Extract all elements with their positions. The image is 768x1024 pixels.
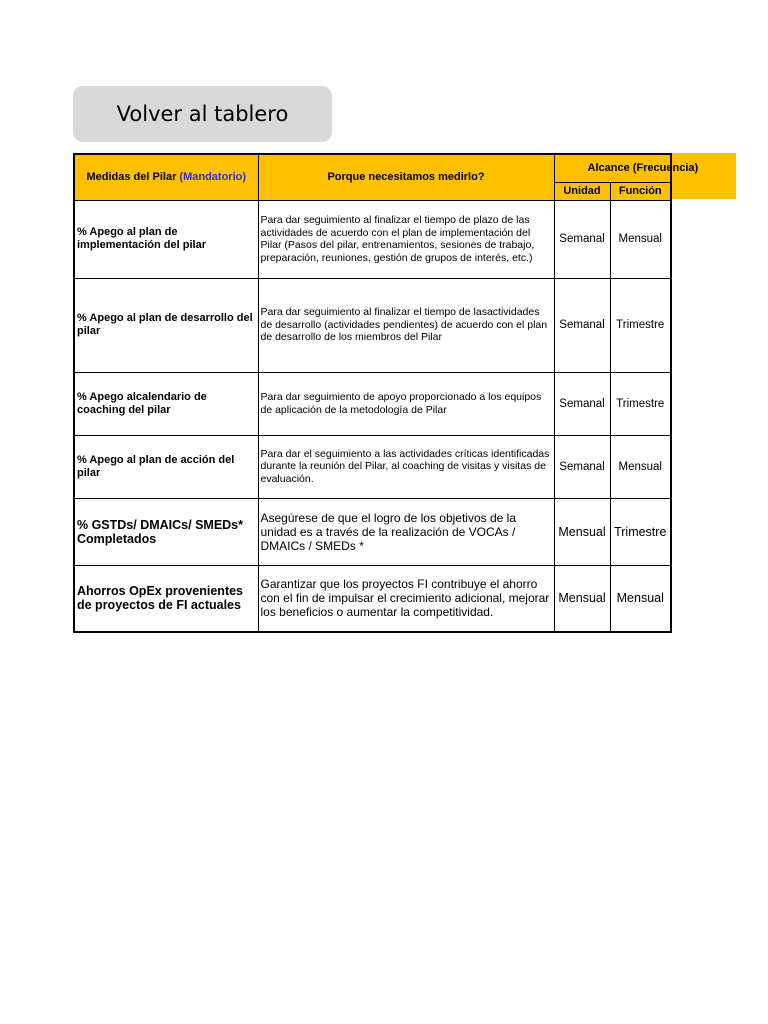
reason-cell: Asegúrese de que el logro de los objetivos de la unidad es a través de la realización de VOCAs / DMAICs / SMEDs * — [258, 498, 554, 565]
table-row — [74, 565, 671, 632]
table-row — [74, 278, 671, 372]
unidad-cell: Semanal — [554, 278, 610, 372]
header-alcance: Alcance (Frecuencia) — [554, 154, 671, 182]
reason-cell: Para dar seguimiento de apoyo proporcionado a los equipos de aplicación de la metodología de Pilar — [258, 372, 554, 435]
header-porque: Porque necesitamos medirlo? — [258, 154, 554, 200]
funcion-cell: Trimestre — [610, 372, 671, 435]
reason-cell: Para dar seguimiento al finalizar el tiempo de plazo de las actividades de acuerdo con el plan de implementación del Pilar (Pasos del pilar, entrenamientos, sesiones de trabajo, preparación, reuniones, gestión de grupos de interés, etc.) — [258, 200, 554, 278]
reason-cell: Para dar el seguimiento a las actividades críticas identificadas durante la reunión del Pilar, al coaching de visitas y visitas de evaluación. — [258, 435, 554, 498]
funcion-cell: Mensual — [610, 565, 671, 632]
unidad-cell: Semanal — [554, 200, 610, 278]
measure-cell: % GSTDs/ DMAICs/ SMEDs* Completados — [74, 498, 258, 565]
funcion-cell: Mensual — [610, 435, 671, 498]
measure-cell: % Apego al plan de desarrollo del pilar — [74, 278, 258, 372]
unidad-cell: Semanal — [554, 435, 610, 498]
measure-cell: % Apego al plan de acción del pilar — [74, 435, 258, 498]
header-medidas: Medidas del Pilar (Mandatorio) — [74, 154, 258, 200]
header-funcion: Función — [610, 182, 671, 200]
funcion-cell: Trimestre — [610, 278, 671, 372]
unidad-cell: Mensual — [554, 498, 610, 565]
pillar-measures-table — [73, 153, 699, 633]
reason-cell: Para dar seguimiento al finalizar el tiempo de lasactividades de desarrollo (actividades pendientes) de acuerdo con el plan de desarrollo de los miembros del Pilar — [258, 278, 554, 372]
header-mandatorio: (Mandatorio) — [179, 171, 247, 184]
measure-cell: % Apego al plan de implementación del pilar — [74, 200, 258, 278]
table-row — [74, 372, 671, 435]
header-unidad: Unidad — [554, 182, 610, 200]
back-to-dashboard-button[interactable]: Volver al tablero — [73, 86, 332, 142]
table-row — [74, 200, 671, 278]
unidad-cell: Semanal — [554, 372, 610, 435]
reason-cell: Garantizar que los proyectos FI contribuye el ahorro con el fin de impulsar el crecimiento adicional, mejorar los beneficios o aumentar la competitividad. — [258, 565, 554, 632]
unidad-cell: Mensual — [554, 565, 610, 632]
funcion-cell: Trimestre — [610, 498, 671, 565]
measure-cell: % Apego alcalendario de coaching del pilar — [74, 372, 258, 435]
table-row — [74, 435, 671, 498]
header-fill-extension — [670, 153, 736, 199]
table-row — [74, 498, 671, 565]
measure-cell: Ahorros OpEx provenientes de proyectos de FI actuales — [74, 565, 258, 632]
funcion-cell: Mensual — [610, 200, 671, 278]
